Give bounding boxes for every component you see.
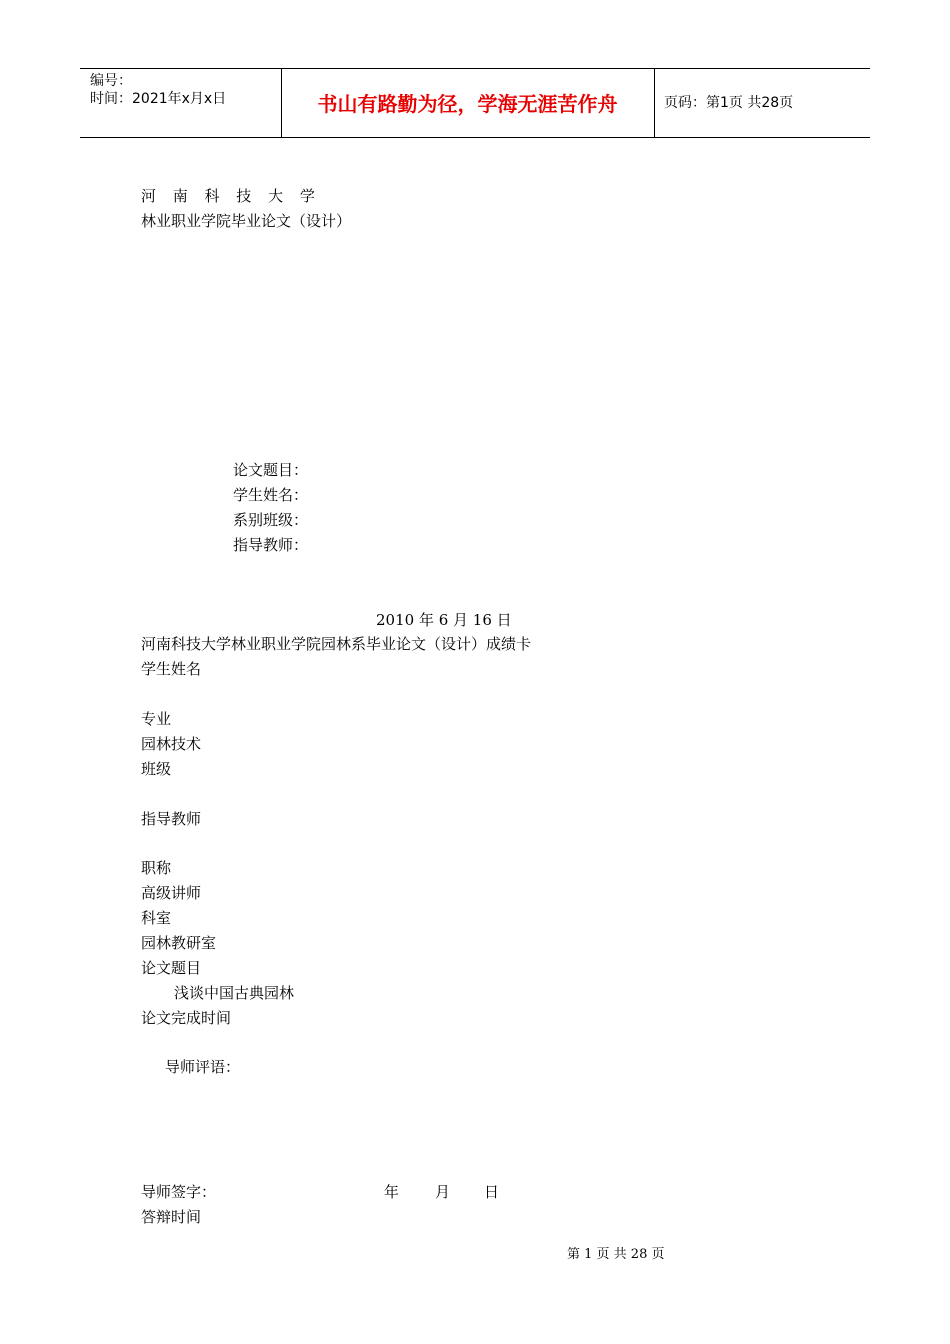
signature-year: 年 xyxy=(384,1183,400,1201)
office-value: 园林教研室 xyxy=(141,934,217,952)
header-motto-cell xyxy=(281,69,655,137)
field-department-class: 系别班级： xyxy=(233,511,309,529)
header-page-info: 页码：第1页 共28页 xyxy=(664,95,794,111)
student-name-label: 学生姓名 xyxy=(141,660,202,678)
field-thesis-title: 论文题目： xyxy=(233,461,309,479)
class-label: 班级 xyxy=(141,760,172,778)
header-meta-cell xyxy=(80,69,282,137)
grade-card-title: 河南科技大学林业职业学院园林系毕业论文（设计）成绩卡 xyxy=(141,635,532,653)
document-header xyxy=(80,68,870,138)
defense-time-label: 答辩时间 xyxy=(141,1208,202,1226)
advisor-signature-label: 导师签字： xyxy=(141,1183,217,1201)
document-time: 时间：2021年x月x日 xyxy=(90,91,227,107)
advisor-comment-label: 导师评语： xyxy=(165,1058,241,1076)
signature-month: 月 xyxy=(435,1183,451,1201)
cover-date: 2010 年 6 月 16 日 xyxy=(376,611,512,629)
major-value: 园林技术 xyxy=(141,735,202,753)
advisor-label: 指导教师 xyxy=(141,810,202,828)
title-rank-value: 高级讲师 xyxy=(141,884,202,902)
signature-day: 日 xyxy=(484,1183,500,1201)
header-page-cell xyxy=(655,69,870,137)
thesis-title-value: 浅谈中国古典园林 xyxy=(174,984,295,1002)
thesis-title-label: 论文题目 xyxy=(141,959,202,977)
header-motto: 书山有路勤为径，学海无涯苦作舟 xyxy=(317,92,618,116)
office-label: 科室 xyxy=(141,909,172,927)
major-label: 专业 xyxy=(141,710,172,728)
college-thesis-title: 林业职业学院毕业论文（设计） xyxy=(141,212,352,230)
university-name: 河 南 科 技 大 学 xyxy=(141,187,321,205)
page-footer: 第 1 页 共 28 页 xyxy=(567,1247,665,1262)
field-student-name: 学生姓名： xyxy=(233,486,309,504)
field-advisor: 指导教师： xyxy=(233,536,309,554)
title-rank-label: 职称 xyxy=(141,859,172,877)
document-number-label: 编号： xyxy=(90,73,132,89)
completion-time-label: 论文完成时间 xyxy=(141,1009,232,1027)
